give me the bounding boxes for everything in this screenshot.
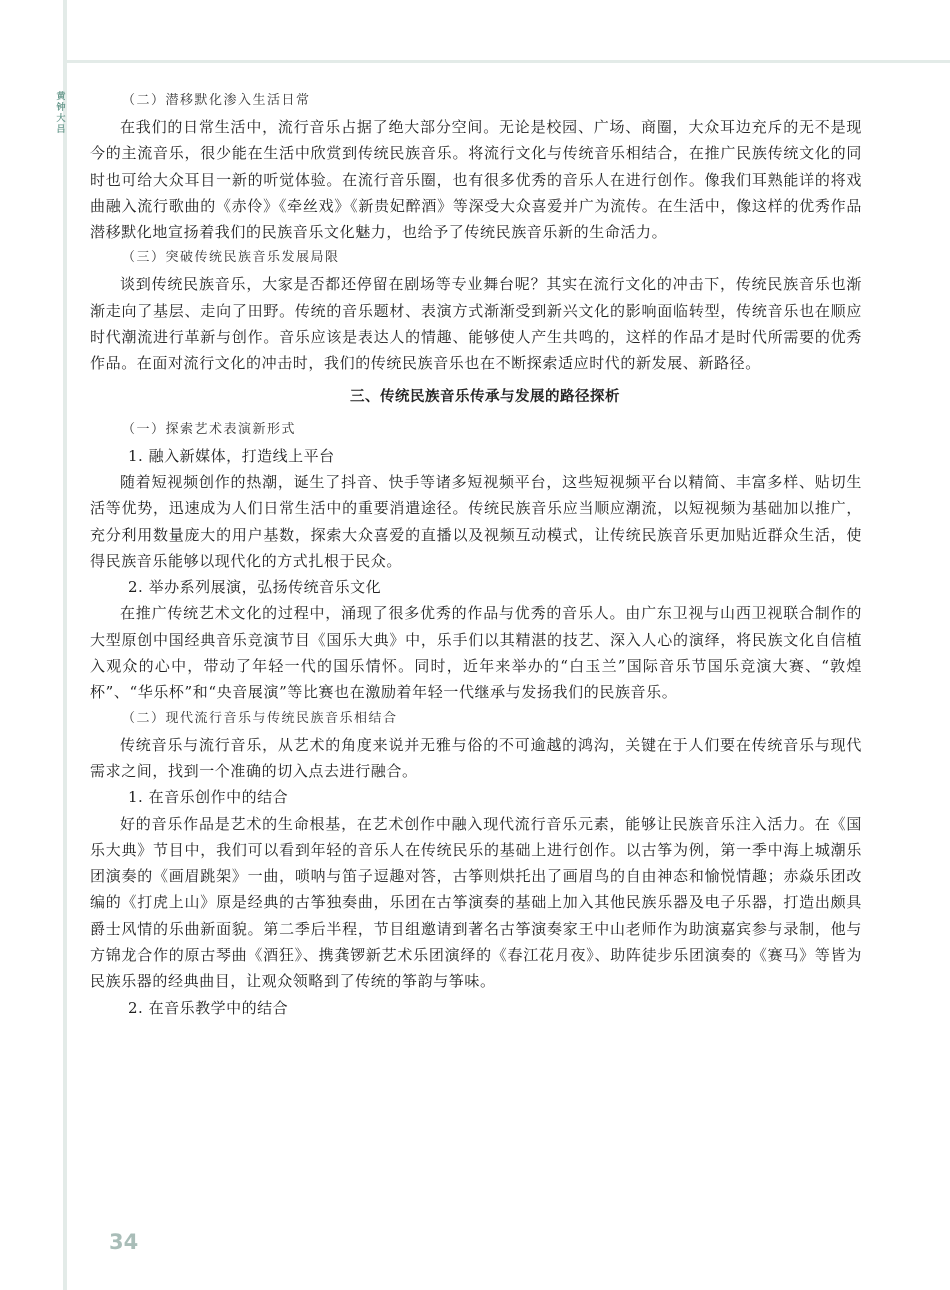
subsection-title: （一）探索艺术表演新形式: [122, 421, 297, 437]
numbered-item-title: 2. 在音乐教学中的结合: [128, 998, 289, 1017]
numbered-item-title: 2. 举办系列展演，弘扬传统音乐文化: [128, 578, 382, 597]
running-head-text: 黄 钟 大 吕: [56, 92, 66, 135]
numbered-item-title: 1. 融入新媒体，打造线上平台: [128, 446, 335, 465]
page-header-band: [67, 0, 950, 60]
paragraph: 传统音乐与流行音乐，从艺术的角度来说并无雅与俗的不可逾越的鸿沟，关键在于人们要在传统音乐与现代需求之间，找到一个准确的切入点去进行融合。: [90, 735, 862, 780]
article-body: [90, 88, 862, 1021]
running-head: [54, 92, 68, 136]
subsection-title: （三）突破传统民族音乐发展局限: [122, 250, 340, 266]
paragraph: 随着短视频创作的热潮，诞生了抖音、快手等诸多短视频平台，这些短视频平台以精简、丰富多样、贴切生活等优势，迅速成为人们日常生活中的重要消遣途径。传统民族音乐应当顺应潮流，以短视频为基础加以推广，充分利用数量庞大的用户基数，探索大众喜爱的直播以及视频互动模式，让传统民族音乐更加贴近群众生活，使得民族音乐能够以现代化的方式扎根于民众。: [90, 472, 862, 570]
paragraph: 在推广传统艺术文化的过程中，涌现了很多优秀的作品与优秀的音乐人。由广东卫视与山西卫视联合制作的大型原创中国经典音乐竞演节目《国乐大典》中，乐手们以其精湛的技艺、深入人心的演绎，将民族文化自信植入观众的心中，带动了年轻一代的国乐情怀。同时，近年来举办的“白玉兰”国际音乐节国乐竞演大赛、“敦煌杯”、“华乐杯”和“央音展演”等比赛也在激励着年轻一代继承与发扬我们的民族音乐。: [90, 604, 862, 702]
section-heading: 三、传统民族音乐传承与发展的路径探析: [350, 388, 620, 405]
subsection-title: （二）现代流行音乐与传统民族音乐相结合: [122, 710, 398, 726]
paragraph: 谈到传统民族音乐，大家是否都还停留在剧场等专业舞台呢？其实在流行文化的冲击下，传统民族音乐也渐渐走向了基层、走向了田野。传统的音乐题材、表演方式渐渐受到新兴文化的影响面临转型，传统音乐也在顺应时代潮流进行革新与创作。音乐应该是表达人的情趣、能够使人产生共鸣的，这样的作品才是时代所需要的优秀作品。在面对流行文化的冲击时，我们的传统民族音乐也在不断探索适应时代的新发展、新路径。: [90, 275, 862, 373]
side-margin-rule: [63, 0, 67, 1290]
paragraph: 好的音乐作品是艺术的生命根基，在艺术创作中融入现代流行音乐元素，能够让民族音乐注入活力。在《国乐大典》节目中，我们可以看到年轻的音乐人在传统民乐的基础上进行创作。以古筝为例，第一季中海上城潮乐团演奏的《画眉跳架》一曲，唢呐与笛子逗趣对答，古筝则烘托出了画眉鸟的自由神态和愉悦情趣；赤焱乐团改编的《打虎上山》原是经典的古筝独奏曲，乐团在古筝演奏的基础上加入其他民族乐器及电子乐器，打造出颇具爵士风情的乐曲新面貌。第二季后半程，节目组邀请到著名古筝演奏家王中山老师作为助演嘉宾参与录制，他与方锦龙合作的原古琴曲《酒狂》、携龚锣新艺术乐团演绎的《春江花月夜》、助阵徒步乐团演奏的《赛马》等皆为民族乐器的经典曲目，让观众领略到了传统的筝韵与筝味。: [90, 814, 862, 991]
numbered-item-title: 1. 在音乐创作中的结合: [128, 788, 289, 807]
page-number: 34: [109, 1230, 139, 1254]
paragraph: 在我们的日常生活中，流行音乐占据了绝大部分空间。无论是校园、广场、商圈，大众耳边充斥的无不是现今的主流音乐，很少能在生活中欣赏到传统民族音乐。将流行文化与传统音乐相结合，在推广民族传统文化的同时也可给大众耳目一新的听觉体验。在流行音乐圈，也有很多优秀的音乐人在进行创作。像我们耳熟能详的将戏曲融入流行歌曲的《赤伶》《牵丝戏》《新贵妃醉酒》等深受大众喜爱并广为流传。在生活中，像这样的优秀作品潜移默化地宣扬着我们的民族音乐文化魅力，也给予了传统民族音乐新的生命活力。: [90, 118, 862, 242]
header-rule: [67, 60, 950, 63]
subsection-title: （二）潜移默化渗入生活日常: [122, 93, 311, 108]
